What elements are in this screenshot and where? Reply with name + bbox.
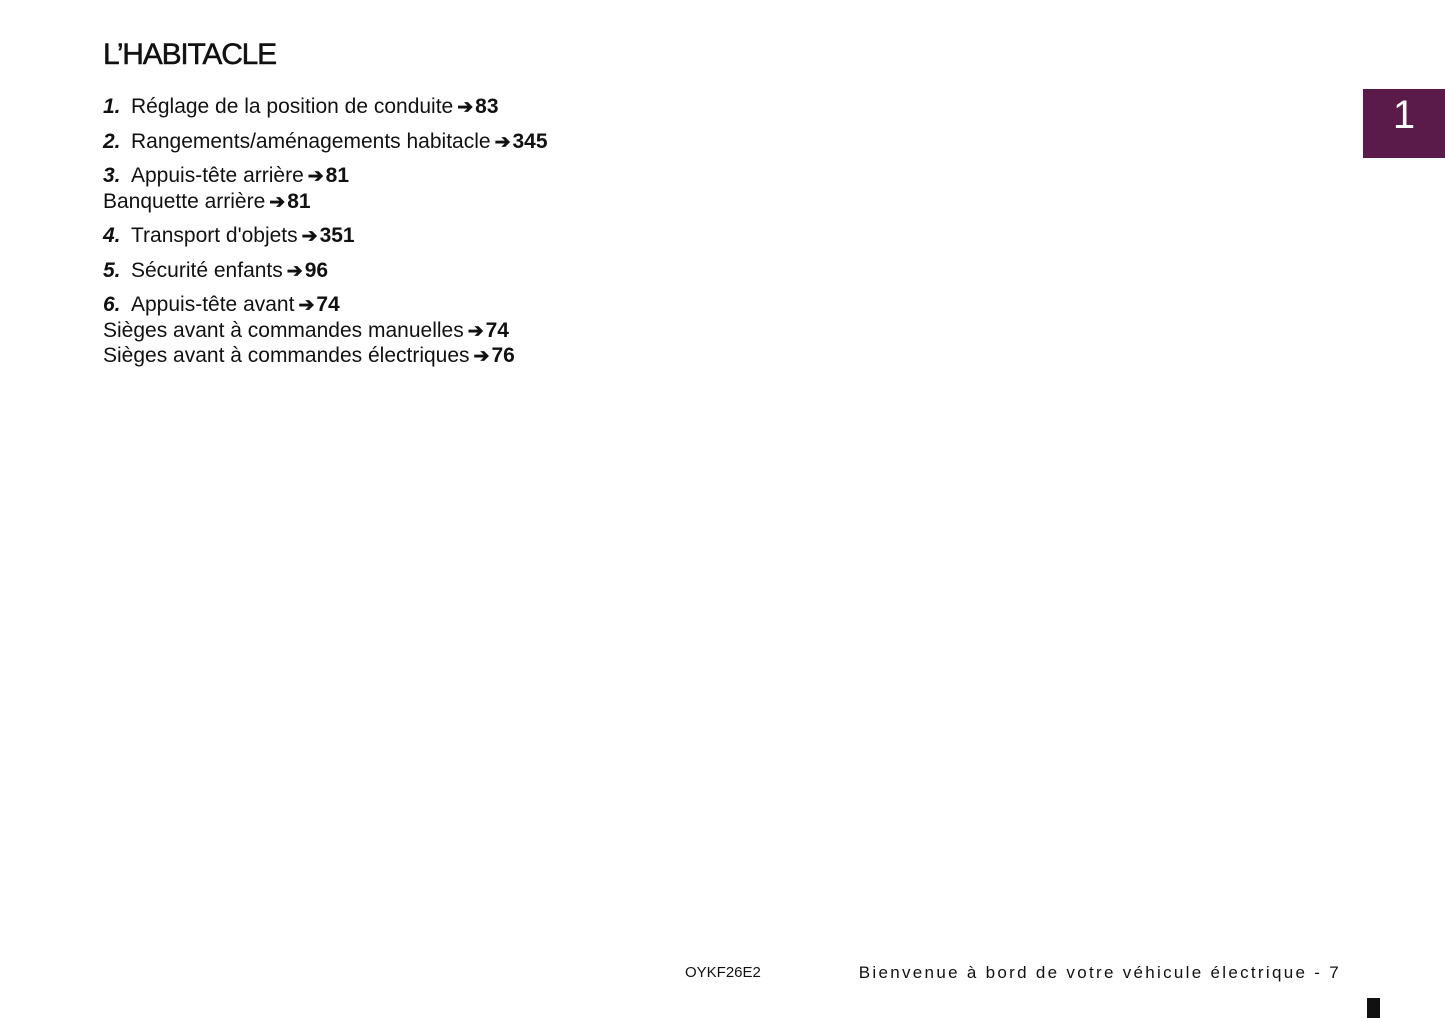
reference-line[interactable] (103, 164, 803, 190)
page-reference: 76 (491, 344, 515, 367)
page-reference: 81 (325, 164, 350, 187)
page-reference: 83 (475, 95, 499, 118)
item-label: Sécurité enfants (131, 258, 283, 282)
item-label: Banquette arrière (103, 189, 266, 213)
item-number: 3. (103, 164, 121, 187)
arrow-right-icon: ➔ (457, 97, 474, 118)
reference-line[interactable] (103, 95, 803, 121)
page-reference: 74 (485, 318, 509, 342)
reference-line[interactable] (103, 293, 803, 319)
page-edge-marker (1367, 998, 1380, 1018)
page-reference: 74 (316, 293, 340, 316)
arrow-right-icon: ➔ (473, 346, 490, 367)
list-item-6 (103, 293, 803, 370)
page-title: L’HABITACLE (103, 38, 276, 71)
item-label: Rangements/aménagements habitacle (131, 129, 491, 153)
page-reference: 345 (512, 129, 548, 153)
document-code: OYKF26E2 (685, 964, 761, 981)
page-reference: 351 (319, 224, 355, 247)
item-label: Transport d'objets (131, 224, 298, 247)
item-number: 5. (103, 258, 121, 282)
reference-line[interactable] (103, 224, 803, 250)
reference-line[interactable] (103, 259, 803, 285)
item-label: Appuis-tête avant (131, 293, 295, 316)
chapter-tab: 1 (1363, 89, 1445, 158)
list-item-3 (103, 164, 803, 215)
item-number: 1. (103, 95, 121, 118)
list-item-4 (103, 224, 803, 250)
list-item-5 (103, 259, 803, 285)
arrow-right-icon: ➔ (269, 191, 286, 213)
arrow-right-icon: ➔ (298, 295, 315, 316)
item-number: 2. (103, 129, 121, 153)
item-label: Sièges avant à commandes électriques (103, 344, 470, 367)
reference-line[interactable] (103, 190, 803, 216)
arrow-right-icon: ➔ (301, 226, 318, 247)
item-label: Sièges avant à commandes manuelles (103, 318, 464, 342)
reference-line[interactable] (103, 344, 803, 370)
arrow-right-icon: ➔ (494, 131, 511, 153)
item-number: 4. (103, 224, 121, 247)
item-label: Appuis-tête arrière (131, 164, 304, 187)
item-label: Réglage de la position de conduite (131, 95, 454, 118)
arrow-right-icon: ➔ (307, 166, 324, 187)
reference-list (103, 95, 803, 379)
list-item-2 (103, 130, 803, 156)
arrow-right-icon: ➔ (286, 260, 303, 282)
reference-line[interactable] (103, 130, 803, 156)
arrow-right-icon: ➔ (467, 320, 484, 342)
footer-page-title: Bienvenue à bord de votre véhicule électrique - 7 (858, 963, 1341, 982)
page-reference: 96 (304, 258, 329, 282)
list-item-1 (103, 95, 803, 121)
reference-line[interactable] (103, 319, 803, 345)
page-reference: 81 (287, 189, 311, 213)
item-number: 6. (103, 293, 121, 316)
